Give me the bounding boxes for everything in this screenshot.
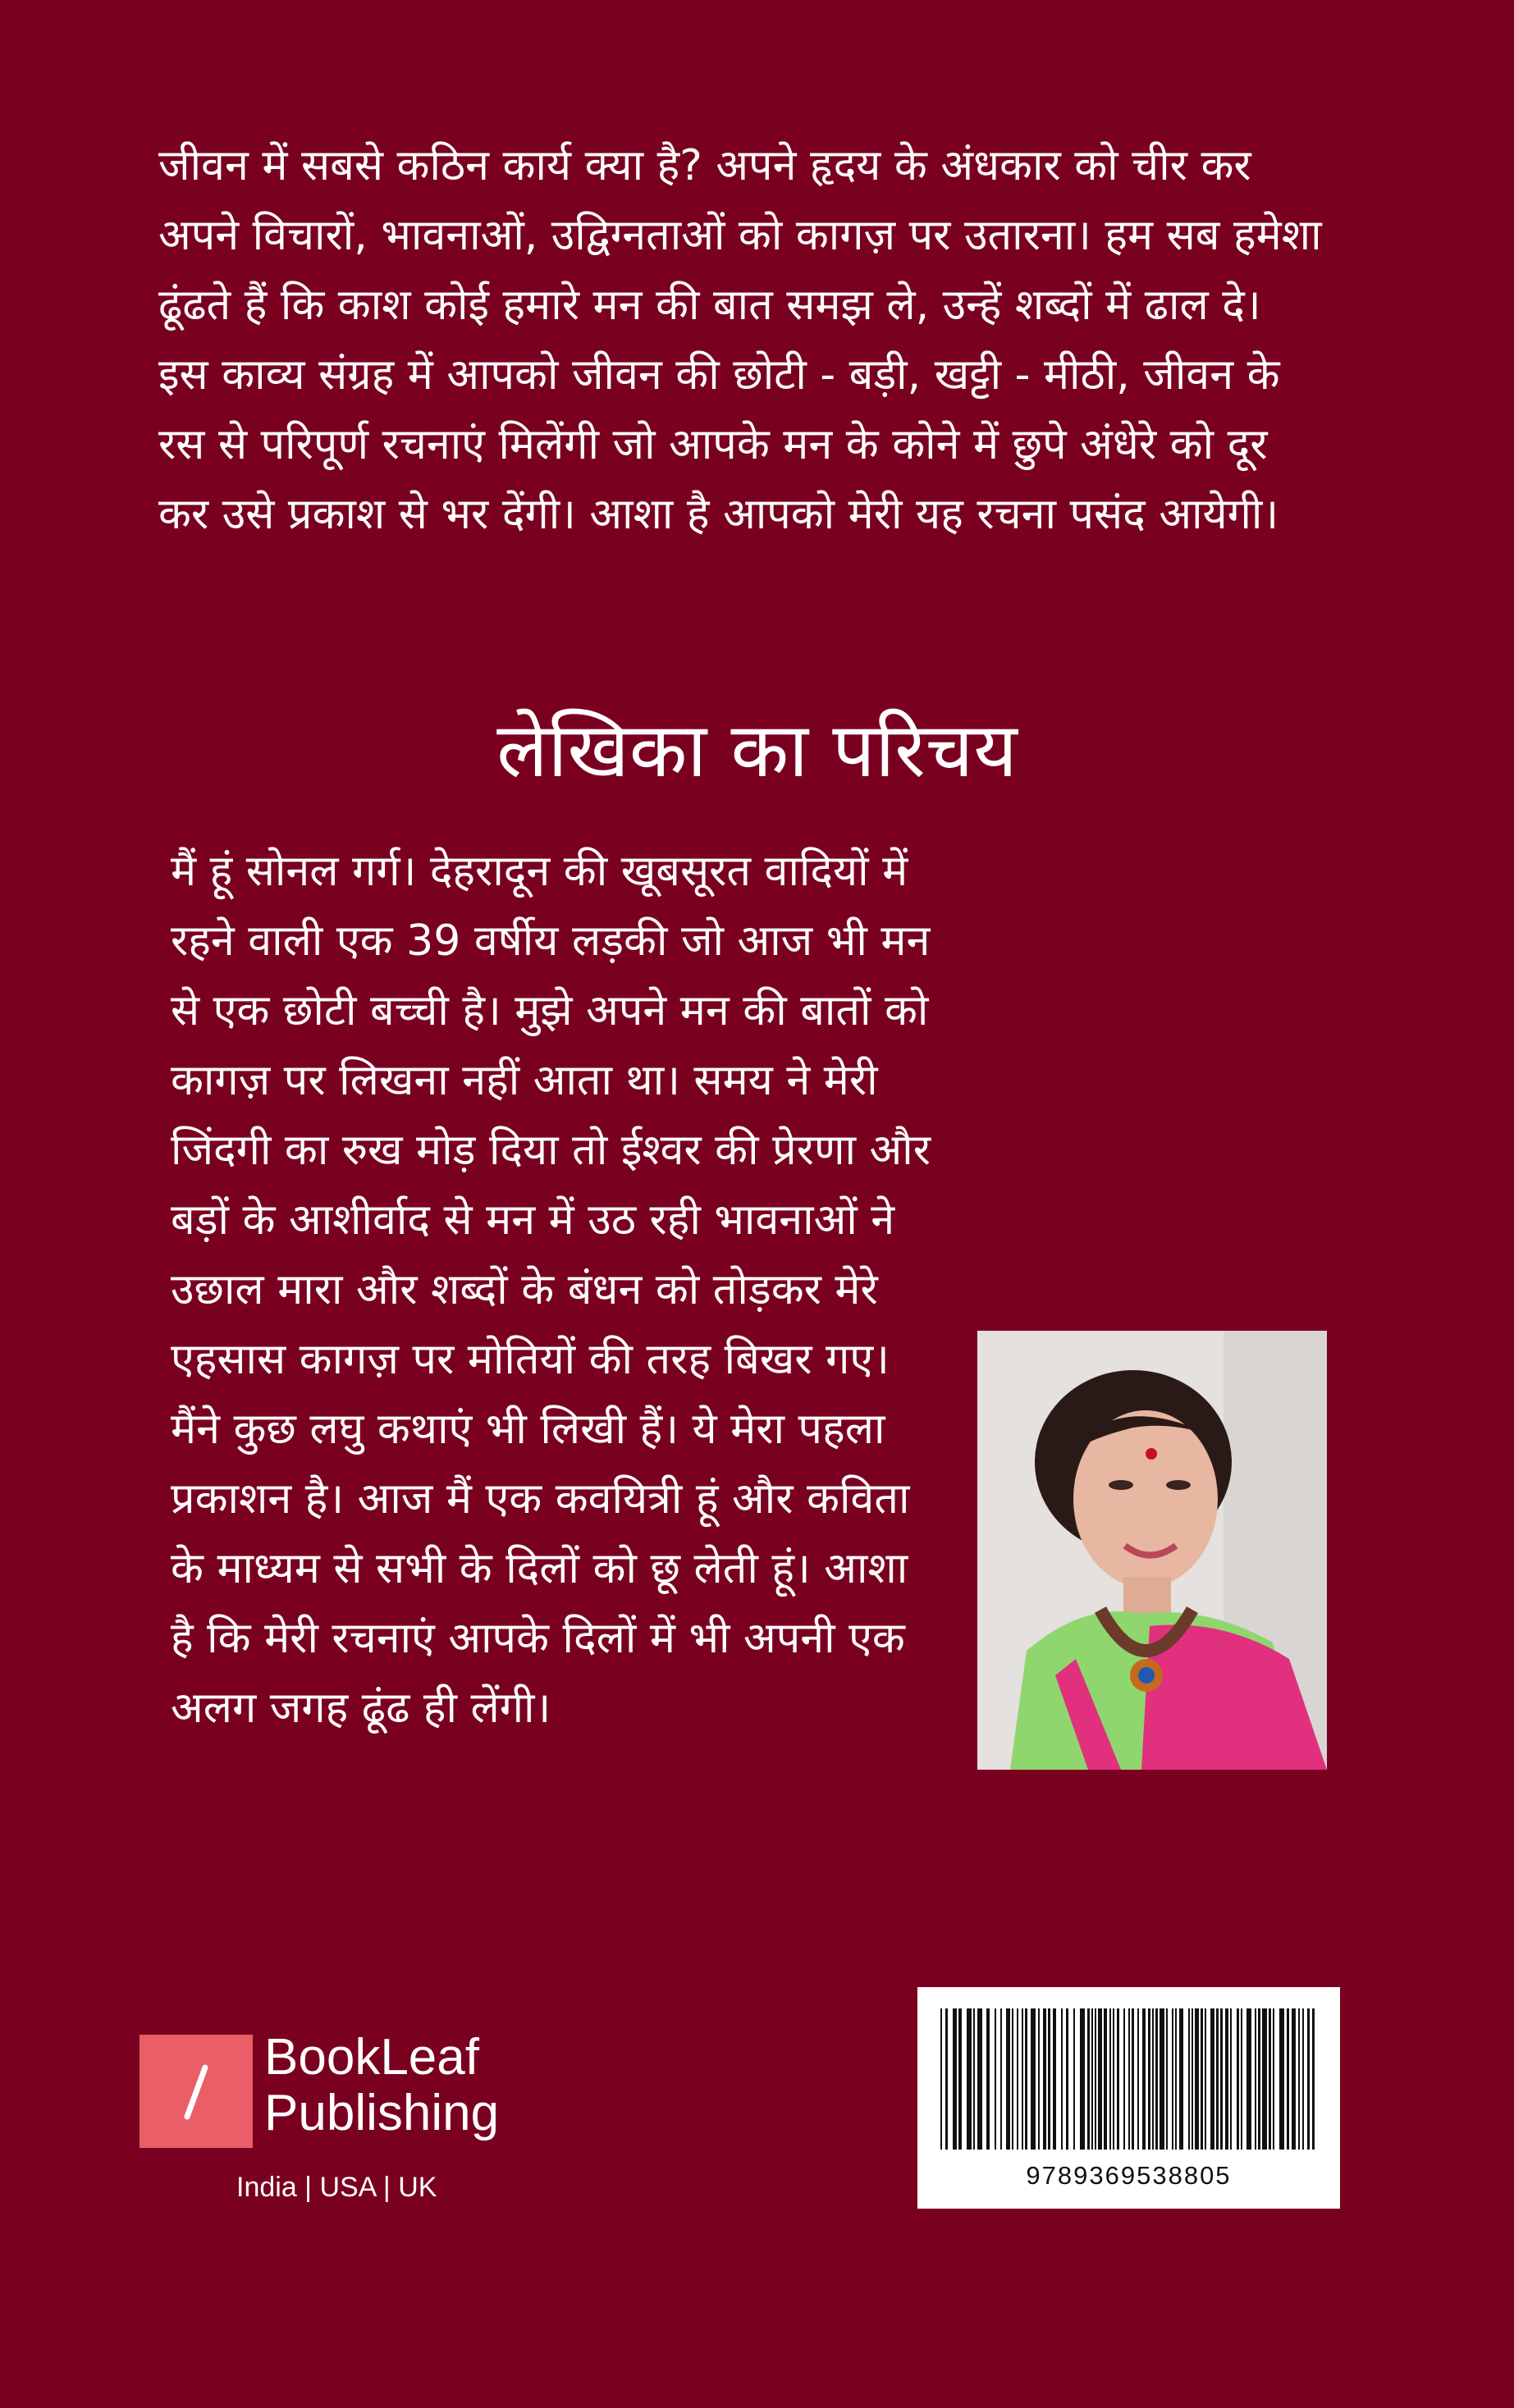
barcode-bar — [1262, 2008, 1267, 2150]
barcode-bar — [1225, 2008, 1228, 2150]
barcode-bar — [1048, 2008, 1050, 2150]
barcode-bar — [1091, 2008, 1093, 2150]
barcode-bar — [1195, 2008, 1199, 2150]
barcode-bar — [1210, 2008, 1214, 2150]
barcode-bar — [1269, 2008, 1271, 2150]
barcode-bar — [1132, 2008, 1134, 2150]
barcode-bar — [1205, 2008, 1206, 2150]
publisher-name-line1: BookLeaf — [264, 2029, 479, 2086]
publisher-logo — [140, 2035, 253, 2148]
barcode-bar — [1022, 2008, 1023, 2150]
barcode-bar — [1043, 2008, 1046, 2150]
barcode-bar — [1117, 2008, 1119, 2150]
barcode-bar — [1038, 2008, 1040, 2150]
barcode-bar — [1080, 2008, 1085, 2150]
publisher-name-line2: Publishing — [264, 2085, 500, 2141]
barcode-bar — [995, 2008, 996, 2150]
barcode-bar — [1273, 2008, 1274, 2150]
barcode-bar — [1166, 2008, 1168, 2150]
author-intro-heading: लेखिका का परिचय — [496, 706, 1018, 794]
publisher-regions: India | USA | UK — [236, 2172, 437, 2203]
barcode-bar — [1128, 2008, 1130, 2150]
barcode-bar — [1172, 2008, 1173, 2150]
book-blurb: जीवन में सबसे कठिन कार्य क्या है? अपने हृदय के अंधकार को चीर कर अपने विचारों, भावनाओं, उद्विग्नताओं को कागज़ पर उतारना। हम सब हमेशा ढूंढते हैं कि काश कोई हमारे मन की बात समझ ले, उन्हें शब्दों में ढाल दे। इस काव्य संग्रह में आपको जीवन की छोटी - बड़ी, खट्टी - मीठी, जीवन के रस से परिपूर्ण रचनाएं मिलेंगी जो आपके मन के कोने में छुपे अंधेरे को दूर कर उसे प्रकाश से भर देंगी। आशा है आपको मेरी यह रचना पसंद आयेगी। — [158, 141, 1322, 539]
barcode-bar — [1179, 2008, 1183, 2150]
barcode-bar — [1230, 2008, 1232, 2150]
barcode-bar — [945, 2008, 948, 2150]
barcode-bar — [1298, 2008, 1300, 2150]
slash-logo-icon — [140, 2035, 253, 2148]
author-portrait-illustration — [977, 1331, 1327, 1770]
barcode-bar — [958, 2008, 962, 2150]
barcode-bar — [1098, 2008, 1102, 2150]
barcode-bar — [1087, 2008, 1090, 2150]
barcode-bar — [953, 2008, 957, 2150]
barcode-bar — [1017, 2008, 1018, 2150]
barcode-bar — [1073, 2008, 1075, 2150]
barcode-bar — [1192, 2008, 1193, 2150]
barcode-bar — [1000, 2008, 1002, 2150]
barcode-bar — [1104, 2008, 1107, 2150]
barcode-bar — [1123, 2008, 1125, 2150]
barcode-bar — [1137, 2008, 1139, 2150]
barcode-bar — [986, 2008, 990, 2150]
barcode-bar — [1246, 2008, 1251, 2150]
isbn-number: 9789369538805 — [1026, 2161, 1232, 2190]
barcode-bar — [1142, 2008, 1146, 2150]
barcode-bars — [940, 2008, 1317, 2150]
barcode-bar — [1109, 2008, 1111, 2150]
barcode-bar — [1066, 2008, 1068, 2150]
barcode-bar — [1307, 2008, 1310, 2150]
isbn-barcode — [917, 1987, 1340, 2209]
barcode-bar — [1053, 2008, 1056, 2150]
barcode-bar — [1312, 2008, 1315, 2150]
barcode-bar — [1188, 2008, 1190, 2150]
barcode-bar — [1216, 2008, 1219, 2150]
barcode-bar — [1241, 2008, 1242, 2150]
barcode-bar — [1031, 2008, 1036, 2150]
barcode-bar — [1006, 2008, 1010, 2150]
barcode-bar — [1255, 2008, 1256, 2150]
barcode-bar — [973, 2008, 975, 2150]
barcode-bar — [1279, 2008, 1284, 2150]
barcode-bar — [1302, 2008, 1304, 2150]
barcode-bar — [1220, 2008, 1223, 2150]
barcode-bar — [1160, 2008, 1164, 2150]
barcode-bar — [1287, 2008, 1289, 2150]
barcode-bar — [1292, 2008, 1296, 2150]
barcode-bar — [967, 2008, 972, 2150]
barcode-bar — [1152, 2008, 1154, 2150]
barcode-bar — [1025, 2008, 1027, 2150]
barcode-bar — [977, 2008, 982, 2150]
barcode-bar — [1258, 2008, 1260, 2150]
barcode-bar — [1175, 2008, 1177, 2150]
barcode-bar — [1237, 2008, 1239, 2150]
barcode-bar — [1155, 2008, 1158, 2150]
author-bio: मैं हूं सोनल गर्ग। देहरादून की खूबसूरत वादियों में रहने वाली एक 39 वर्षीय लड़की जो आज भी मन से एक छोटी बच्ची है। मुझे अपने मन की बातों को कागज़ पर लिखना नहीं आता था। समय ने मेरी जिंदगी का रुख मोड़ दिया तो ईश्वर की प्रेरणा और बड़ों के आशीर्वाद से मन में उठ रही भावनाओं ने उछाल मारा और शब्दों के बंधन को तोड़कर मेरे एहसास कागज़ पर मोतियों की तरह बिखर गए। मैंने कुछ लघु कथाएं भी लिखी हैं। ये मेरा पहला प्रकाशन है। आज मैं एक कवयित्री हूं और कविता के माध्यम से सभी के दिलों को छू लेती हूं। आशा है कि मेरी रचनाएं आपके दिलों में भी अपनी एक अलग जगह ढूंढ ही लेंगी। — [171, 847, 931, 1733]
barcode-bar — [1148, 2008, 1150, 2150]
author-photo — [977, 1331, 1327, 1770]
barcode-bar — [1095, 2008, 1096, 2150]
barcode-bar — [1061, 2008, 1063, 2150]
publisher-name — [264, 2030, 499, 2141]
barcode-bar — [1113, 2008, 1114, 2150]
barcode-bar — [1012, 2008, 1013, 2150]
barcode-bar — [1201, 2008, 1203, 2150]
barcode-bar — [940, 2008, 942, 2150]
